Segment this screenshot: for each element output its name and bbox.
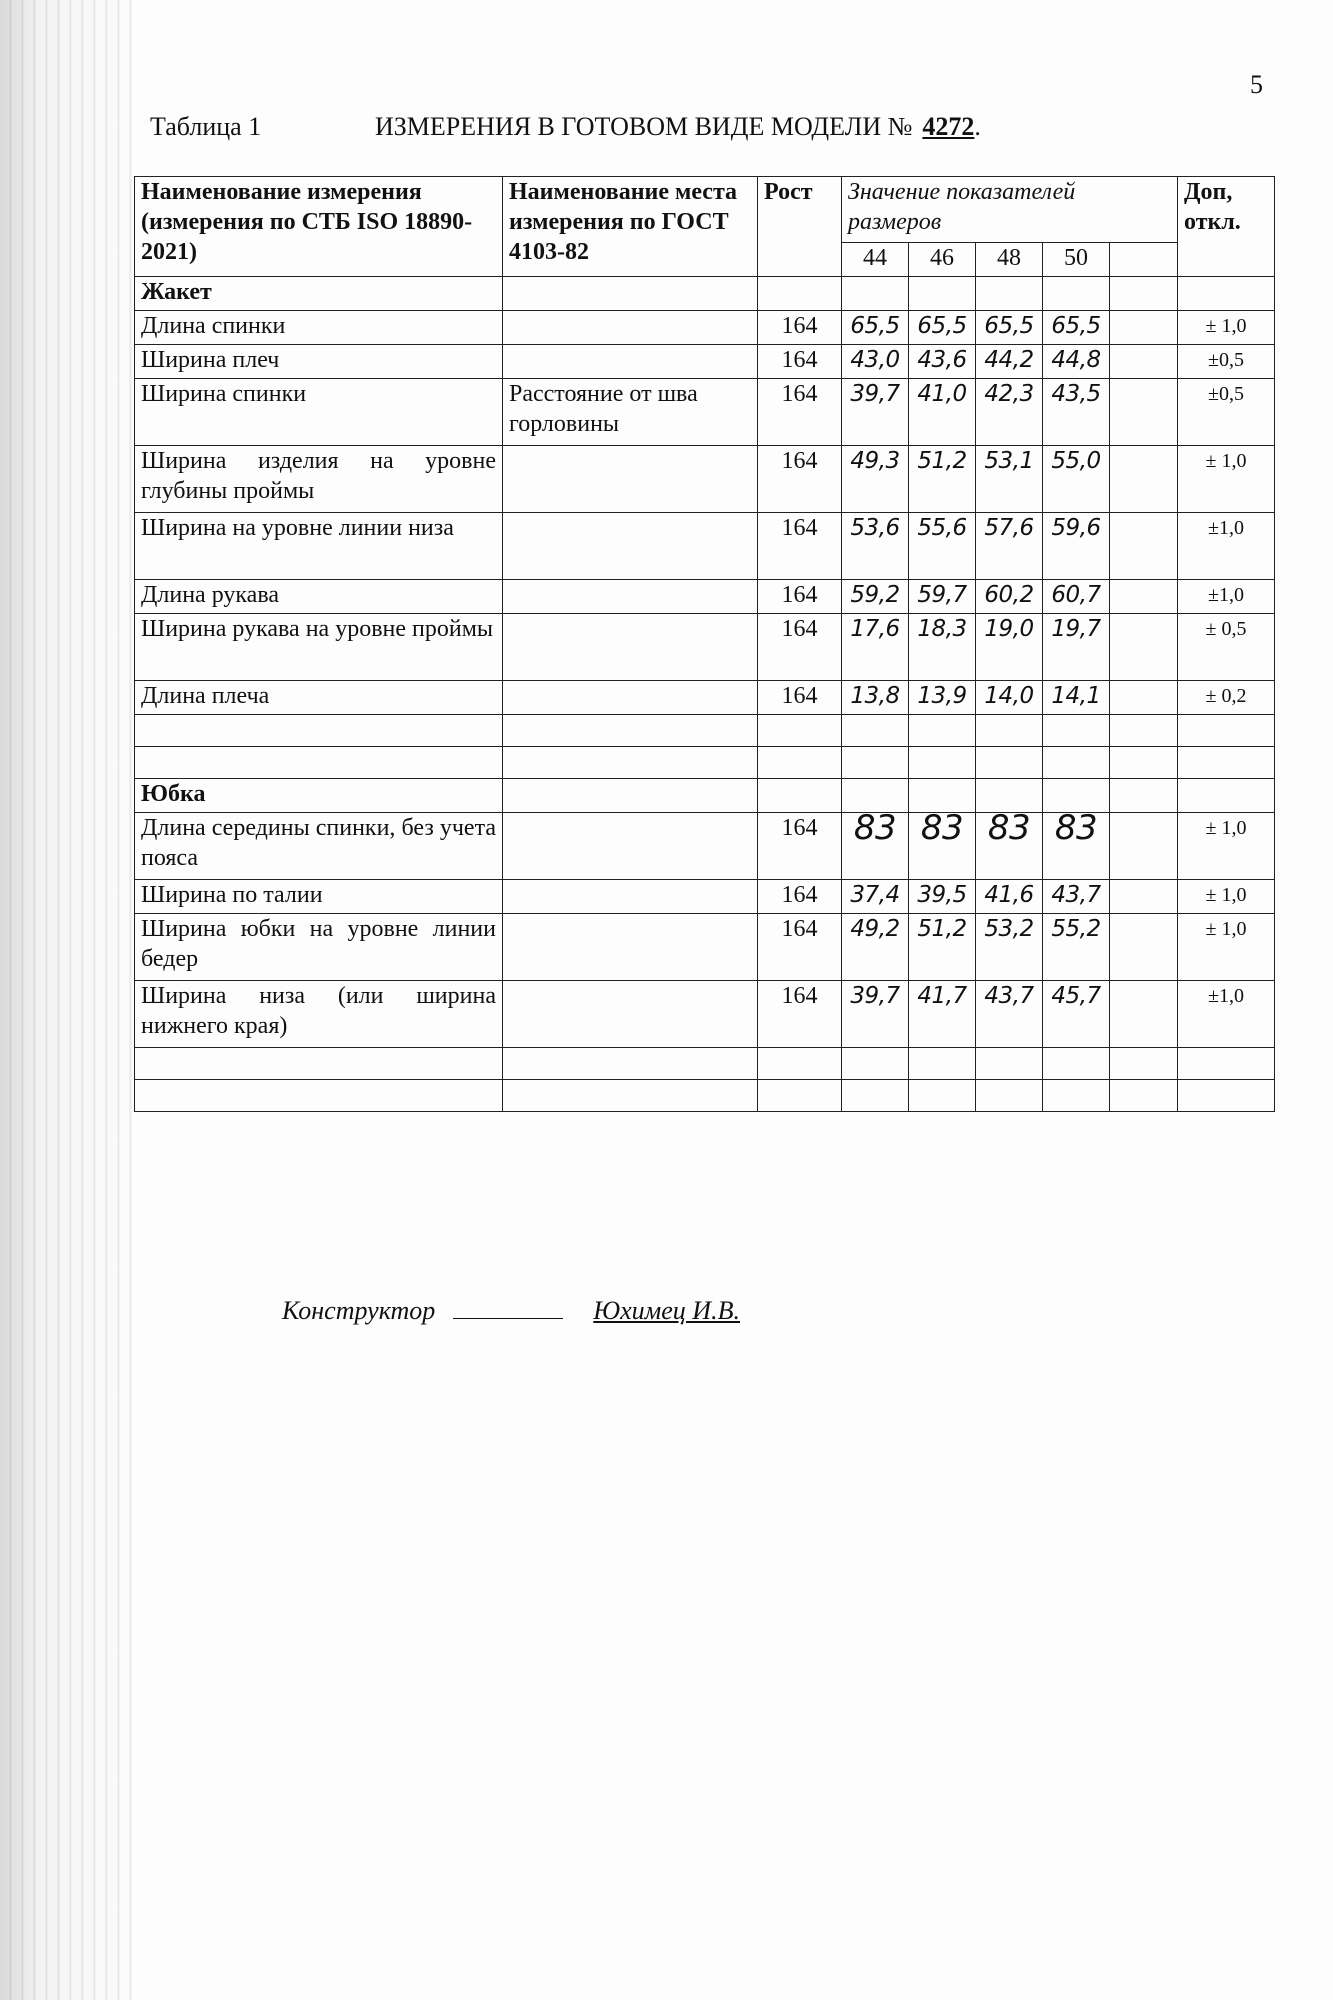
header-location-name: Наименование места измерения по ГОСТ 4103-82 [503,177,758,277]
size-value: 37,4 [842,880,909,914]
height-value: 164 [758,813,842,880]
measurement-name: Ширина изделия на уровне глубины проймы [135,446,503,513]
page-number: 5 [1250,70,1263,99]
tolerance-value: ± 1,0 [1178,311,1275,345]
empty-row [135,1048,1275,1080]
tolerance-value: ±0,5 [1178,379,1275,446]
size-value: 55,0 [1043,446,1110,513]
measurement-name: Ширина по талии [135,880,503,914]
size-value: 42,3 [976,379,1043,446]
measurement-location: Расстояние от шва горловины [503,379,758,446]
size-value: 13,9 [909,681,976,715]
size-value: 60,7 [1043,580,1110,614]
measurement-name: Ширина юбки на уровне линии бедер [135,914,503,981]
signature-name: Юхимец И.В. [593,1296,740,1325]
table-caption: Таблица 1 [150,112,262,141]
size-value: 59,7 [909,580,976,614]
title-text: ИЗМЕРЕНИЯ В ГОТОВОМ ВИДЕ МОДЕЛИ № [375,112,913,141]
measurement-location [503,446,758,513]
tolerance-value: ±0,5 [1178,345,1275,379]
size-value: 43,7 [976,981,1043,1048]
document-title: ИЗМЕРЕНИЯ В ГОТОВОМ ВИДЕ МОДЕЛИ № 4272. [375,112,981,141]
size-value: 53,2 [976,914,1043,981]
size-value: 43,7 [1043,880,1110,914]
table-row [135,681,1275,715]
table-row [135,981,1275,1048]
size-value: 83 [1043,813,1110,880]
size-value: 43,6 [909,345,976,379]
height-value: 164 [758,981,842,1048]
height-value: 164 [758,681,842,715]
height-value: 164 [758,513,842,580]
measurement-location [503,311,758,345]
empty-row [135,747,1275,779]
tolerance-value: ± 1,0 [1178,813,1275,880]
table-row [135,880,1275,914]
size-value: 19,7 [1043,614,1110,681]
size-value: 17,6 [842,614,909,681]
signature-line [453,1296,563,1319]
height-value: 164 [758,880,842,914]
measurement-name: Ширина спинки [135,379,503,446]
size-value: 55,2 [1043,914,1110,981]
size-value: 43,5 [1043,379,1110,446]
measurement-location [503,880,758,914]
tolerance-value: ± 1,0 [1178,446,1275,513]
height-value: 164 [758,614,842,681]
size-header: 48 [976,243,1043,277]
size-value: 39,7 [842,981,909,1048]
measurement-location [503,345,758,379]
size-value: 14,1 [1043,681,1110,715]
size-value: 83 [909,813,976,880]
table-row [135,580,1275,614]
table-row [135,614,1275,681]
signature-role: Конструктор [282,1296,436,1325]
size-value: 43,0 [842,345,909,379]
height-value: 164 [758,345,842,379]
size-value: 39,5 [909,880,976,914]
header-measurement-name: Наименование измерения (измерения по СТБ ISO 18890-2021) [135,177,503,277]
size-value: 65,5 [842,311,909,345]
size-value: 18,3 [909,614,976,681]
size-value: 53,6 [842,513,909,580]
measurement-name: Ширина на уровне линии низа [135,513,503,580]
height-value: 164 [758,379,842,446]
size-value: 49,3 [842,446,909,513]
table-row [135,446,1275,513]
measurement-name: Ширина рукава на уровне проймы [135,614,503,681]
size-value: 19,0 [976,614,1043,681]
tolerance-value: ±1,0 [1178,981,1275,1048]
header-height: Рост [758,177,842,277]
size-value: 60,2 [976,580,1043,614]
size-value: 13,8 [842,681,909,715]
table-row [135,345,1275,379]
measurement-location [503,981,758,1048]
size-value: 44,8 [1043,345,1110,379]
size-header: 44 [842,243,909,277]
table-row [135,513,1275,580]
table-row [135,914,1275,981]
size-header: 50 [1043,243,1110,277]
size-value: 55,6 [909,513,976,580]
size-value: 41,6 [976,880,1043,914]
empty-row [135,1080,1275,1112]
measurement-location [503,513,758,580]
size-value: 53,1 [976,446,1043,513]
tolerance-value: ±1,0 [1178,513,1275,580]
tolerance-value: ± 1,0 [1178,914,1275,981]
table-row [135,813,1275,880]
size-value: 41,7 [909,981,976,1048]
measurement-name: Длина рукава [135,580,503,614]
size-value: 65,5 [976,311,1043,345]
size-value: 39,7 [842,379,909,446]
measurement-name: Ширина плеч [135,345,503,379]
tolerance-value: ± 0,2 [1178,681,1275,715]
height-value: 164 [758,311,842,345]
empty-row [135,715,1275,747]
measurement-location [503,681,758,715]
size-value: 65,5 [909,311,976,345]
height-value: 164 [758,446,842,513]
measurements-table [134,176,1275,1112]
size-value: 44,2 [976,345,1043,379]
size-value: 45,7 [1043,981,1110,1048]
measurement-name: Длина плеча [135,681,503,715]
measurement-location [503,914,758,981]
section-title: Жакет [135,277,503,311]
size-header: 46 [909,243,976,277]
size-value: 51,2 [909,914,976,981]
measurement-name: Длина спинки [135,311,503,345]
measurement-location [503,614,758,681]
tolerance-value: ± 0,5 [1178,614,1275,681]
measurement-name: Ширина низа (или ширина нижнего края) [135,981,503,1048]
tolerance-value: ± 1,0 [1178,880,1275,914]
height-value: 164 [758,580,842,614]
signature-block [282,1296,740,1326]
size-value: 57,6 [976,513,1043,580]
height-value: 164 [758,914,842,981]
scan-edge-artifact [0,0,140,2000]
size-value: 51,2 [909,446,976,513]
empty-cell [1110,243,1178,277]
size-value: 83 [842,813,909,880]
header-values: Значение показателей размеров [848,179,1076,235]
header-tolerance: Доп, откл. [1178,177,1275,277]
size-value: 83 [976,813,1043,880]
measurement-location [503,580,758,614]
tolerance-value: ±1,0 [1178,580,1275,614]
table-row [135,379,1275,446]
table-row [135,311,1275,345]
size-value: 59,6 [1043,513,1110,580]
size-value: 65,5 [1043,311,1110,345]
size-value: 14,0 [976,681,1043,715]
size-value: 49,2 [842,914,909,981]
measurement-name: Длина середины спинки, без учета пояса [135,813,503,880]
size-value: 41,0 [909,379,976,446]
measurement-location [503,813,758,880]
size-value: 59,2 [842,580,909,614]
section-title: Юбка [135,779,503,813]
model-number: 4272 [922,112,975,141]
